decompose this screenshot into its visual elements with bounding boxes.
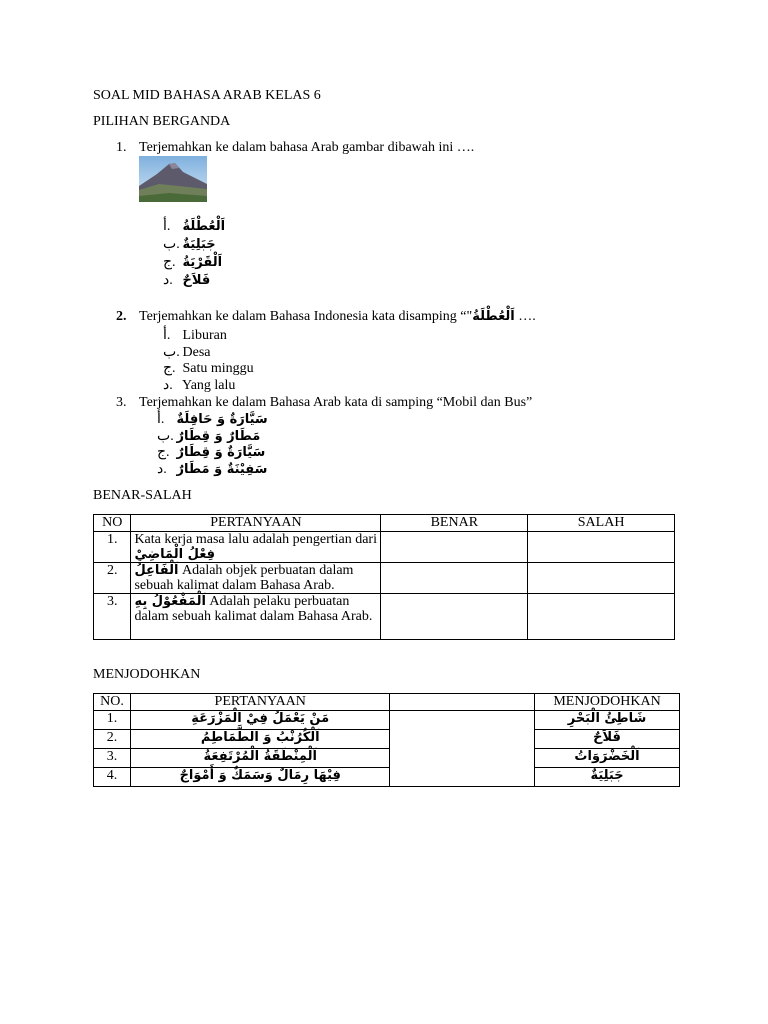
row-question: اَلْفَاعِلُ Adalah objek perbuatan dalam sebuah kalimat dalam Bahasa Arab. [131,563,381,594]
table-header-row [94,694,680,711]
header-false: SALAH [528,515,675,532]
row-question: Kata kerja masa lalu adalah pengertian dari فِعْلُ الْمَاضِيْ [131,532,381,563]
section-heading-multiple-choice: PILIHAN BERGANDA [93,114,231,129]
doc-title: SOAL MID BAHASA ARAB KELAS 6 [93,88,321,103]
true-answer-cell[interactable] [381,594,528,640]
table-header-row [94,515,675,532]
table-row [94,768,680,787]
matching-blank-column[interactable] [390,711,535,787]
row-number: 1. [94,711,131,730]
question-text: Terjemahkan ke dalam bahasa Arab gambar dibawah ini …. [139,140,475,155]
question-text: Terjemahkan ke dalam Bahasa Indonesia kata disamping “"اَلْعُطْلَةُ …. [139,309,536,324]
row-number: 4. [94,768,131,787]
row-question: اَلْمِنْطَقَةُ الْمُرْتَفِعَةُ [130,749,390,768]
header-blank [390,694,535,711]
option-c: ج. اَلْقَرْيَةُ [163,255,223,270]
true-answer-cell[interactable] [381,532,528,563]
row-number: 3. [94,749,131,768]
row-number: 2. [94,730,131,749]
row-number: 1. [94,532,131,563]
mountain-photo [139,156,207,202]
header-match: MENJODOHKAN [535,694,680,711]
false-answer-cell[interactable] [528,594,675,640]
option-b: ب. جَبَلِيَةٌ [163,237,216,252]
table-row [94,711,680,730]
question-number: 3. [116,395,127,410]
option-c: ج. سَيَّارَةٌ وَ قِطَارٌ [157,445,266,460]
table-row [94,730,680,749]
option-a: أ. اَلْعُطْلَةُ [163,219,226,234]
section-heading-true-false: BENAR-SALAH [93,488,192,503]
row-question: مَنْ يَعْمَلُ فِيْ الْمَزْرَعَةِ [130,711,390,730]
option-d: د. Yang lalu [163,378,236,393]
header-true: BENAR [381,515,528,532]
true-answer-cell[interactable] [381,563,528,594]
question-number: 1. [116,140,127,155]
option-b: ب. مَطَارٌ وَ قِطَارٌ [157,429,261,444]
option-d: د. سَفِيْنَةٌ وَ مَطَارٌ [157,462,268,477]
true-false-table [93,514,675,640]
option-d: د. فَلاَحٌ [163,273,211,288]
row-number: 2. [94,563,131,594]
matching-table [93,693,680,787]
row-answer: اَلْخَضْرَوَاتُ [535,749,680,768]
row-answer: شَاطِئُ الْبَحْرِ [535,711,680,730]
header-no: NO [94,515,131,532]
false-answer-cell[interactable] [528,563,675,594]
table-row [94,532,675,563]
table-row [94,749,680,768]
option-b: ب. Desa [163,345,211,360]
header-question: PERTANYAAN [131,515,381,532]
question-number: 2. [116,309,127,324]
table-row [94,594,675,640]
row-question: اَلْكُرُنْبُ وَ الطَّمَاطِمُ [130,730,390,749]
row-answer: جَبَلِيَةٌ [535,768,680,787]
row-answer: فَلاَحٌ [535,730,680,749]
option-c: ج. Satu minggu [163,361,254,376]
false-answer-cell[interactable] [528,532,675,563]
row-question: اَلْمَفْعُوْلُ بِهِ Adalah pelaku perbuatan dalam sebuah kalimat dalam Bahasa Arab. [131,594,381,640]
option-a: أ. Liburan [163,328,227,343]
header-question: PERTANYAAN [130,694,390,711]
table-row [94,563,675,594]
header-no: NO. [94,694,131,711]
section-heading-matching: MENJODOHKAN [93,667,201,682]
option-a: أ. سَيَّارَةٌ وَ حَافِلَةٌ [157,412,268,427]
row-question: فِيْهَا رِمَالٌ وَسَمَكٌ وَ أَمْوَاجٌ [130,768,390,787]
question-text: Terjemahkan ke dalam Bahasa Arab kata di samping “Mobil dan Bus” [139,395,533,410]
row-number: 3. [94,594,131,640]
